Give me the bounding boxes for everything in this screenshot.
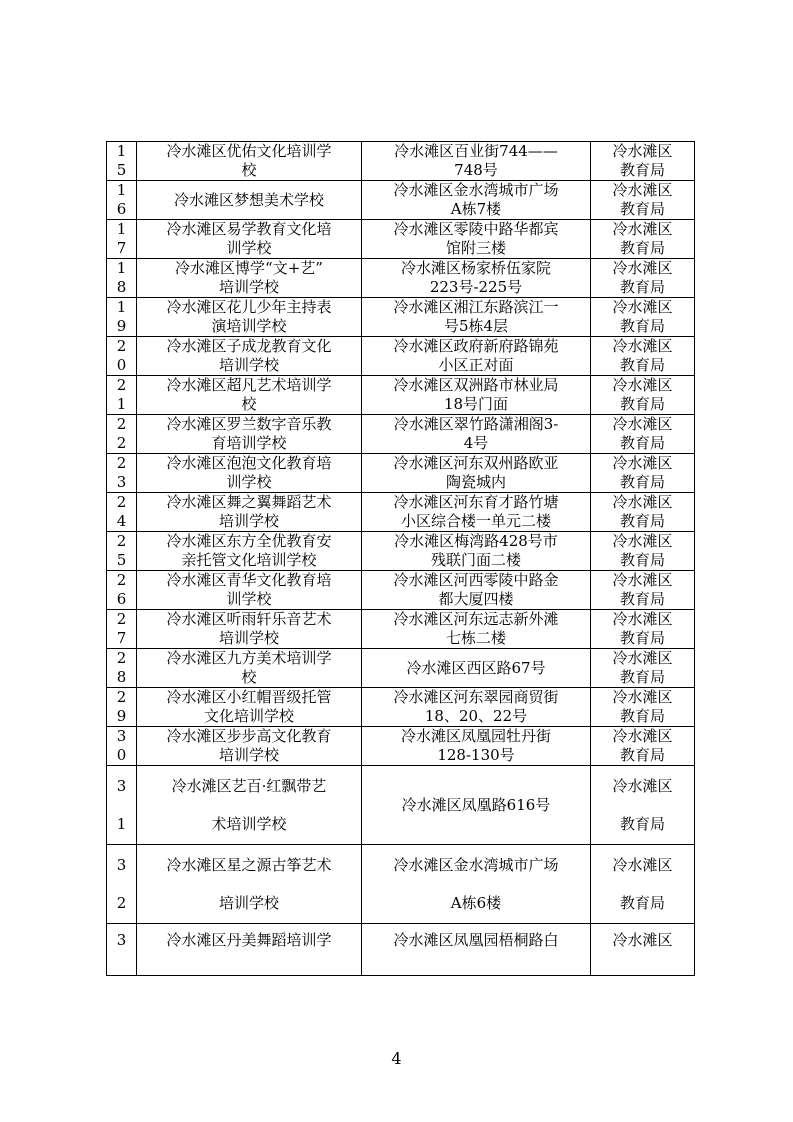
school-name-line: 冷水滩区易学教育文化培 xyxy=(166,220,332,238)
row-number xyxy=(107,610,137,649)
row-number-line: 3 xyxy=(116,855,127,874)
school-address-line: 冷水滩区湘江东路滨江一 xyxy=(393,298,559,316)
school-name-line: 冷水滩区优佑文化培训学 xyxy=(166,142,332,160)
row-number xyxy=(107,493,137,532)
school-address xyxy=(362,845,591,924)
school-address-line: 陶瓷城内 xyxy=(445,473,506,491)
school-name xyxy=(137,259,362,298)
table-row xyxy=(107,845,695,924)
row-number xyxy=(107,766,137,845)
row-number-line: 4 xyxy=(116,512,127,530)
school-name-line: 演培训学校 xyxy=(211,317,287,335)
supervising-dept xyxy=(591,415,695,454)
row-number-line: 2 xyxy=(116,454,127,472)
supervising-dept xyxy=(591,924,695,976)
school-address xyxy=(362,181,591,220)
school-name-line: 冷水滩区青华文化教育培 xyxy=(166,571,332,589)
school-address xyxy=(362,298,591,337)
school-address-line: 馆附三楼 xyxy=(445,239,506,257)
school-name xyxy=(137,649,362,688)
school-address-line: 748号 xyxy=(454,161,498,179)
row-number-line: 2 xyxy=(116,688,127,706)
school-address-line: 18、20、22号 xyxy=(424,707,528,725)
school-address xyxy=(362,649,591,688)
school-name-line: 冷水滩区子成龙教育文化 xyxy=(166,337,332,355)
supervising-dept-line: 冷水滩区 xyxy=(612,493,673,511)
row-number xyxy=(107,688,137,727)
school-name-line: 校 xyxy=(241,668,257,686)
table-row xyxy=(107,454,695,493)
school-address-line: 冷水滩区河东双州路欧亚 xyxy=(393,454,559,472)
school-name-line: 培训学校 xyxy=(218,629,279,647)
row-number-line: 3 xyxy=(116,727,127,745)
supervising-dept xyxy=(591,181,695,220)
supervising-dept-line: 冷水滩区 xyxy=(612,376,673,394)
school-name-line: 培训学校 xyxy=(218,893,279,912)
school-address xyxy=(362,688,591,727)
school-name-line: 训学校 xyxy=(226,239,272,257)
supervising-dept xyxy=(591,337,695,376)
row-number xyxy=(107,454,137,493)
school-name xyxy=(137,220,362,259)
school-name-line: 冷水滩区小红帽晋级托管 xyxy=(166,688,332,706)
school-address xyxy=(362,571,591,610)
row-number-line: 2 xyxy=(116,532,127,550)
row-number-line: 3 xyxy=(116,473,127,491)
row-number-line: 3 xyxy=(116,931,127,949)
school-address xyxy=(362,532,591,571)
supervising-dept-line: 教育局 xyxy=(619,551,665,569)
school-name xyxy=(137,493,362,532)
supervising-dept-line: 冷水滩区 xyxy=(612,142,673,160)
supervising-dept-line: 教育局 xyxy=(619,512,665,530)
supervising-dept-line: 冷水滩区 xyxy=(612,220,673,238)
row-number-line: 9 xyxy=(116,707,127,725)
school-address xyxy=(362,727,591,766)
school-address-line: 冷水滩区梅湾路428号市 xyxy=(394,532,558,550)
table-row xyxy=(107,415,695,454)
school-address-line: 冷水滩区杨家桥伍家院 xyxy=(400,259,551,277)
supervising-dept-line: 冷水滩区 xyxy=(612,649,673,667)
school-address-line: 冷水滩区金水湾城市广场 xyxy=(393,181,559,199)
table-row xyxy=(107,571,695,610)
table-row xyxy=(107,181,695,220)
school-address-line: 冷水滩区双洲路市林业局 xyxy=(393,376,559,394)
row-number-line: 7 xyxy=(116,629,127,647)
supervising-dept xyxy=(591,298,695,337)
school-address-line: 冷水滩区凤凰路616号 xyxy=(401,795,551,814)
school-address-line: 冷水滩区河东翠园商贸街 xyxy=(393,688,559,706)
supervising-dept-line: 冷水滩区 xyxy=(612,298,673,316)
row-number-line: 5 xyxy=(116,161,127,179)
supervising-dept-line: 教育局 xyxy=(619,893,665,912)
supervising-dept xyxy=(591,220,695,259)
table-row xyxy=(107,924,695,976)
table-row xyxy=(107,142,695,181)
school-address-line: 18号门面 xyxy=(443,395,509,413)
supervising-dept-line: 冷水滩区 xyxy=(612,610,673,628)
supervising-dept xyxy=(591,845,695,924)
school-address xyxy=(362,610,591,649)
school-address-line: 冷水滩区西区路67号 xyxy=(406,658,546,677)
row-number-line: 2 xyxy=(116,434,127,452)
school-address xyxy=(362,337,591,376)
supervising-dept-line: 教育局 xyxy=(619,161,665,179)
school-address-line: 小区正对面 xyxy=(438,356,514,374)
school-name-line: 冷水滩区听雨轩乐音艺术 xyxy=(166,610,332,628)
row-number-line: 9 xyxy=(116,317,127,335)
school-name xyxy=(137,845,362,924)
table-row xyxy=(107,259,695,298)
supervising-dept xyxy=(591,610,695,649)
school-address xyxy=(362,259,591,298)
school-name-line: 培训学校 xyxy=(218,356,279,374)
school-address-line: 223号-225号 xyxy=(429,278,523,296)
school-name xyxy=(137,610,362,649)
school-name-line: 冷水滩区东方全优教育安 xyxy=(166,532,332,550)
school-name xyxy=(137,181,362,220)
school-name-line: 培训学校 xyxy=(218,746,279,764)
school-address-line: 4号 xyxy=(463,434,489,452)
row-number-line: 3 xyxy=(116,776,127,795)
row-number-line: 2 xyxy=(116,649,127,667)
school-name xyxy=(137,415,362,454)
supervising-dept-line: 冷水滩区 xyxy=(612,931,673,949)
row-number xyxy=(107,532,137,571)
school-address xyxy=(362,924,591,976)
page-number: 4 xyxy=(391,1049,402,1068)
supervising-dept xyxy=(591,571,695,610)
school-address-line: 冷水滩区凤凰园牡丹街 xyxy=(400,727,551,745)
school-address-line: A栋6楼 xyxy=(450,893,502,912)
supervising-dept xyxy=(591,376,695,415)
school-name-line: 冷水滩区步步高文化教育 xyxy=(166,727,332,745)
school-address xyxy=(362,376,591,415)
supervising-dept-line: 冷水滩区 xyxy=(612,532,673,550)
row-number-line: 0 xyxy=(116,746,127,764)
row-number xyxy=(107,924,137,976)
school-address-line: 残联门面二楼 xyxy=(430,551,521,569)
school-name xyxy=(137,337,362,376)
school-name-line: 冷水滩区丹美舞蹈培训学 xyxy=(166,931,332,949)
row-number-line: 6 xyxy=(116,590,127,608)
schools-table xyxy=(106,141,695,976)
school-address-line: 七栋二楼 xyxy=(445,629,506,647)
school-address xyxy=(362,766,591,845)
table-row xyxy=(107,220,695,259)
supervising-dept-line: 教育局 xyxy=(619,629,665,647)
supervising-dept-line: 冷水滩区 xyxy=(612,727,673,745)
row-number-line: 1 xyxy=(116,142,127,160)
supervising-dept xyxy=(591,727,695,766)
school-name-line: 冷水滩区博学“文+艺” xyxy=(175,259,323,277)
supervising-dept-line: 教育局 xyxy=(619,200,665,218)
row-number-line: 6 xyxy=(116,200,127,218)
row-number-line: 7 xyxy=(116,239,127,257)
row-number-line: 2 xyxy=(116,610,127,628)
row-number xyxy=(107,337,137,376)
supervising-dept-line: 冷水滩区 xyxy=(612,181,673,199)
school-name xyxy=(137,454,362,493)
school-name-line: 培训学校 xyxy=(218,278,279,296)
school-name-line: 校 xyxy=(241,395,257,413)
school-name xyxy=(137,924,362,976)
table-row xyxy=(107,532,695,571)
supervising-dept-line: 教育局 xyxy=(619,395,665,413)
row-number-line: 5 xyxy=(116,551,127,569)
school-name xyxy=(137,298,362,337)
row-number-line: 2 xyxy=(116,337,127,355)
supervising-dept xyxy=(591,688,695,727)
supervising-dept xyxy=(591,259,695,298)
row-number-line: 2 xyxy=(116,493,127,511)
supervising-dept-line: 冷水滩区 xyxy=(612,259,673,277)
row-number-line: 1 xyxy=(116,298,127,316)
school-address xyxy=(362,142,591,181)
supervising-dept-line: 教育局 xyxy=(619,746,665,764)
row-number xyxy=(107,181,137,220)
supervising-dept-line: 冷水滩区 xyxy=(612,855,673,874)
school-name-line: 术培训学校 xyxy=(211,814,287,833)
school-name xyxy=(137,688,362,727)
supervising-dept-line: 冷水滩区 xyxy=(612,337,673,355)
supervising-dept-line: 冷水滩区 xyxy=(612,688,673,706)
row-number-line: 0 xyxy=(116,356,127,374)
supervising-dept-line: 教育局 xyxy=(619,356,665,374)
table-row xyxy=(107,649,695,688)
row-number-line: 2 xyxy=(116,376,127,394)
row-number-line: 1 xyxy=(116,814,127,833)
row-number-line: 1 xyxy=(116,259,127,277)
supervising-dept-line: 教育局 xyxy=(619,317,665,335)
row-number-line: 1 xyxy=(116,395,127,413)
school-address xyxy=(362,454,591,493)
supervising-dept-line: 教育局 xyxy=(619,707,665,725)
supervising-dept-line: 教育局 xyxy=(619,434,665,452)
row-number-line: 2 xyxy=(116,571,127,589)
school-address-line: 冷水滩区政府新府路锦苑 xyxy=(393,337,559,355)
row-number xyxy=(107,845,137,924)
table-row xyxy=(107,610,695,649)
supervising-dept-line: 教育局 xyxy=(619,814,665,833)
supervising-dept-line: 冷水滩区 xyxy=(612,776,673,795)
school-address-line: 小区综合楼一单元二楼 xyxy=(400,512,551,530)
supervising-dept-line: 教育局 xyxy=(619,239,665,257)
supervising-dept xyxy=(591,493,695,532)
school-name-line: 冷水滩区罗兰数字音乐教 xyxy=(166,415,332,433)
row-number xyxy=(107,571,137,610)
school-name xyxy=(137,727,362,766)
school-name xyxy=(137,142,362,181)
school-name-line: 亲托管文化培训学校 xyxy=(181,551,317,569)
row-number xyxy=(107,142,137,181)
supervising-dept-line: 冷水滩区 xyxy=(612,415,673,433)
row-number xyxy=(107,220,137,259)
supervising-dept xyxy=(591,532,695,571)
supervising-dept-line: 教育局 xyxy=(619,590,665,608)
supervising-dept-line: 教育局 xyxy=(619,473,665,491)
school-name-line: 冷水滩区舞之翼舞蹈艺术 xyxy=(166,493,332,511)
table-row xyxy=(107,376,695,415)
school-name-line: 文化培训学校 xyxy=(203,707,294,725)
row-number-line: 1 xyxy=(116,181,127,199)
school-name-line: 培训学校 xyxy=(218,512,279,530)
school-address-line: 冷水滩区河东育才路竹塘 xyxy=(393,493,559,511)
supervising-dept xyxy=(591,766,695,845)
row-number xyxy=(107,649,137,688)
supervising-dept xyxy=(591,142,695,181)
table-row xyxy=(107,688,695,727)
school-name-line: 冷水滩区泡泡文化教育培 xyxy=(166,454,332,472)
supervising-dept xyxy=(591,649,695,688)
school-address-line: 冷水滩区河东远志新外滩 xyxy=(393,610,559,628)
school-name-line: 训学校 xyxy=(226,473,272,491)
school-name-line: 冷水滩区九方美术培训学 xyxy=(166,649,332,667)
school-name-line: 冷水滩区梦想美术学校 xyxy=(173,190,324,209)
school-address-line: 都大厦四楼 xyxy=(438,590,514,608)
school-address-line: A栋7楼 xyxy=(450,200,502,218)
school-address-line: 号5栋4层 xyxy=(443,317,509,335)
row-number xyxy=(107,415,137,454)
school-address-line: 冷水滩区凤凰园梧桐路白 xyxy=(393,931,559,949)
supervising-dept-line: 教育局 xyxy=(619,668,665,686)
school-name-line: 冷水滩区艺百·红飘带艺 xyxy=(171,776,327,795)
table-row xyxy=(107,337,695,376)
table-row xyxy=(107,766,695,845)
school-address xyxy=(362,415,591,454)
supervising-dept-line: 教育局 xyxy=(619,278,665,296)
row-number-line: 8 xyxy=(116,668,127,686)
supervising-dept-line: 冷水滩区 xyxy=(612,571,673,589)
school-name-line: 育培训学校 xyxy=(211,434,287,452)
school-name-line: 冷水滩区星之源古筝艺术 xyxy=(166,855,332,874)
row-number xyxy=(107,727,137,766)
table-row xyxy=(107,727,695,766)
school-address-line: 冷水滩区零陵中路华都宾 xyxy=(393,220,559,238)
table-row xyxy=(107,493,695,532)
row-number-line: 2 xyxy=(116,893,127,912)
table-row xyxy=(107,298,695,337)
row-number xyxy=(107,298,137,337)
row-number xyxy=(107,259,137,298)
school-address xyxy=(362,493,591,532)
school-name xyxy=(137,376,362,415)
row-number-line: 8 xyxy=(116,278,127,296)
school-name xyxy=(137,532,362,571)
school-name-line: 冷水滩区超凡艺术培训学 xyxy=(166,376,332,394)
school-address-line: 冷水滩区百业街744—— xyxy=(394,142,558,160)
school-name-line: 冷水滩区花儿少年主持表 xyxy=(166,298,332,316)
school-name xyxy=(137,571,362,610)
school-name xyxy=(137,766,362,845)
school-address xyxy=(362,220,591,259)
row-number-line: 2 xyxy=(116,415,127,433)
row-number-line: 1 xyxy=(116,220,127,238)
school-address-line: 冷水滩区翠竹路潇湘阁3- xyxy=(393,415,559,433)
supervising-dept xyxy=(591,454,695,493)
school-address-line: 128-130号 xyxy=(437,746,515,764)
school-name-line: 校 xyxy=(241,161,257,179)
supervising-dept-line: 冷水滩区 xyxy=(612,454,673,472)
row-number xyxy=(107,376,137,415)
school-address-line: 冷水滩区河西零陵中路金 xyxy=(393,571,559,589)
school-name-line: 训学校 xyxy=(226,590,272,608)
school-address-line: 冷水滩区金水湾城市广场 xyxy=(393,855,559,874)
